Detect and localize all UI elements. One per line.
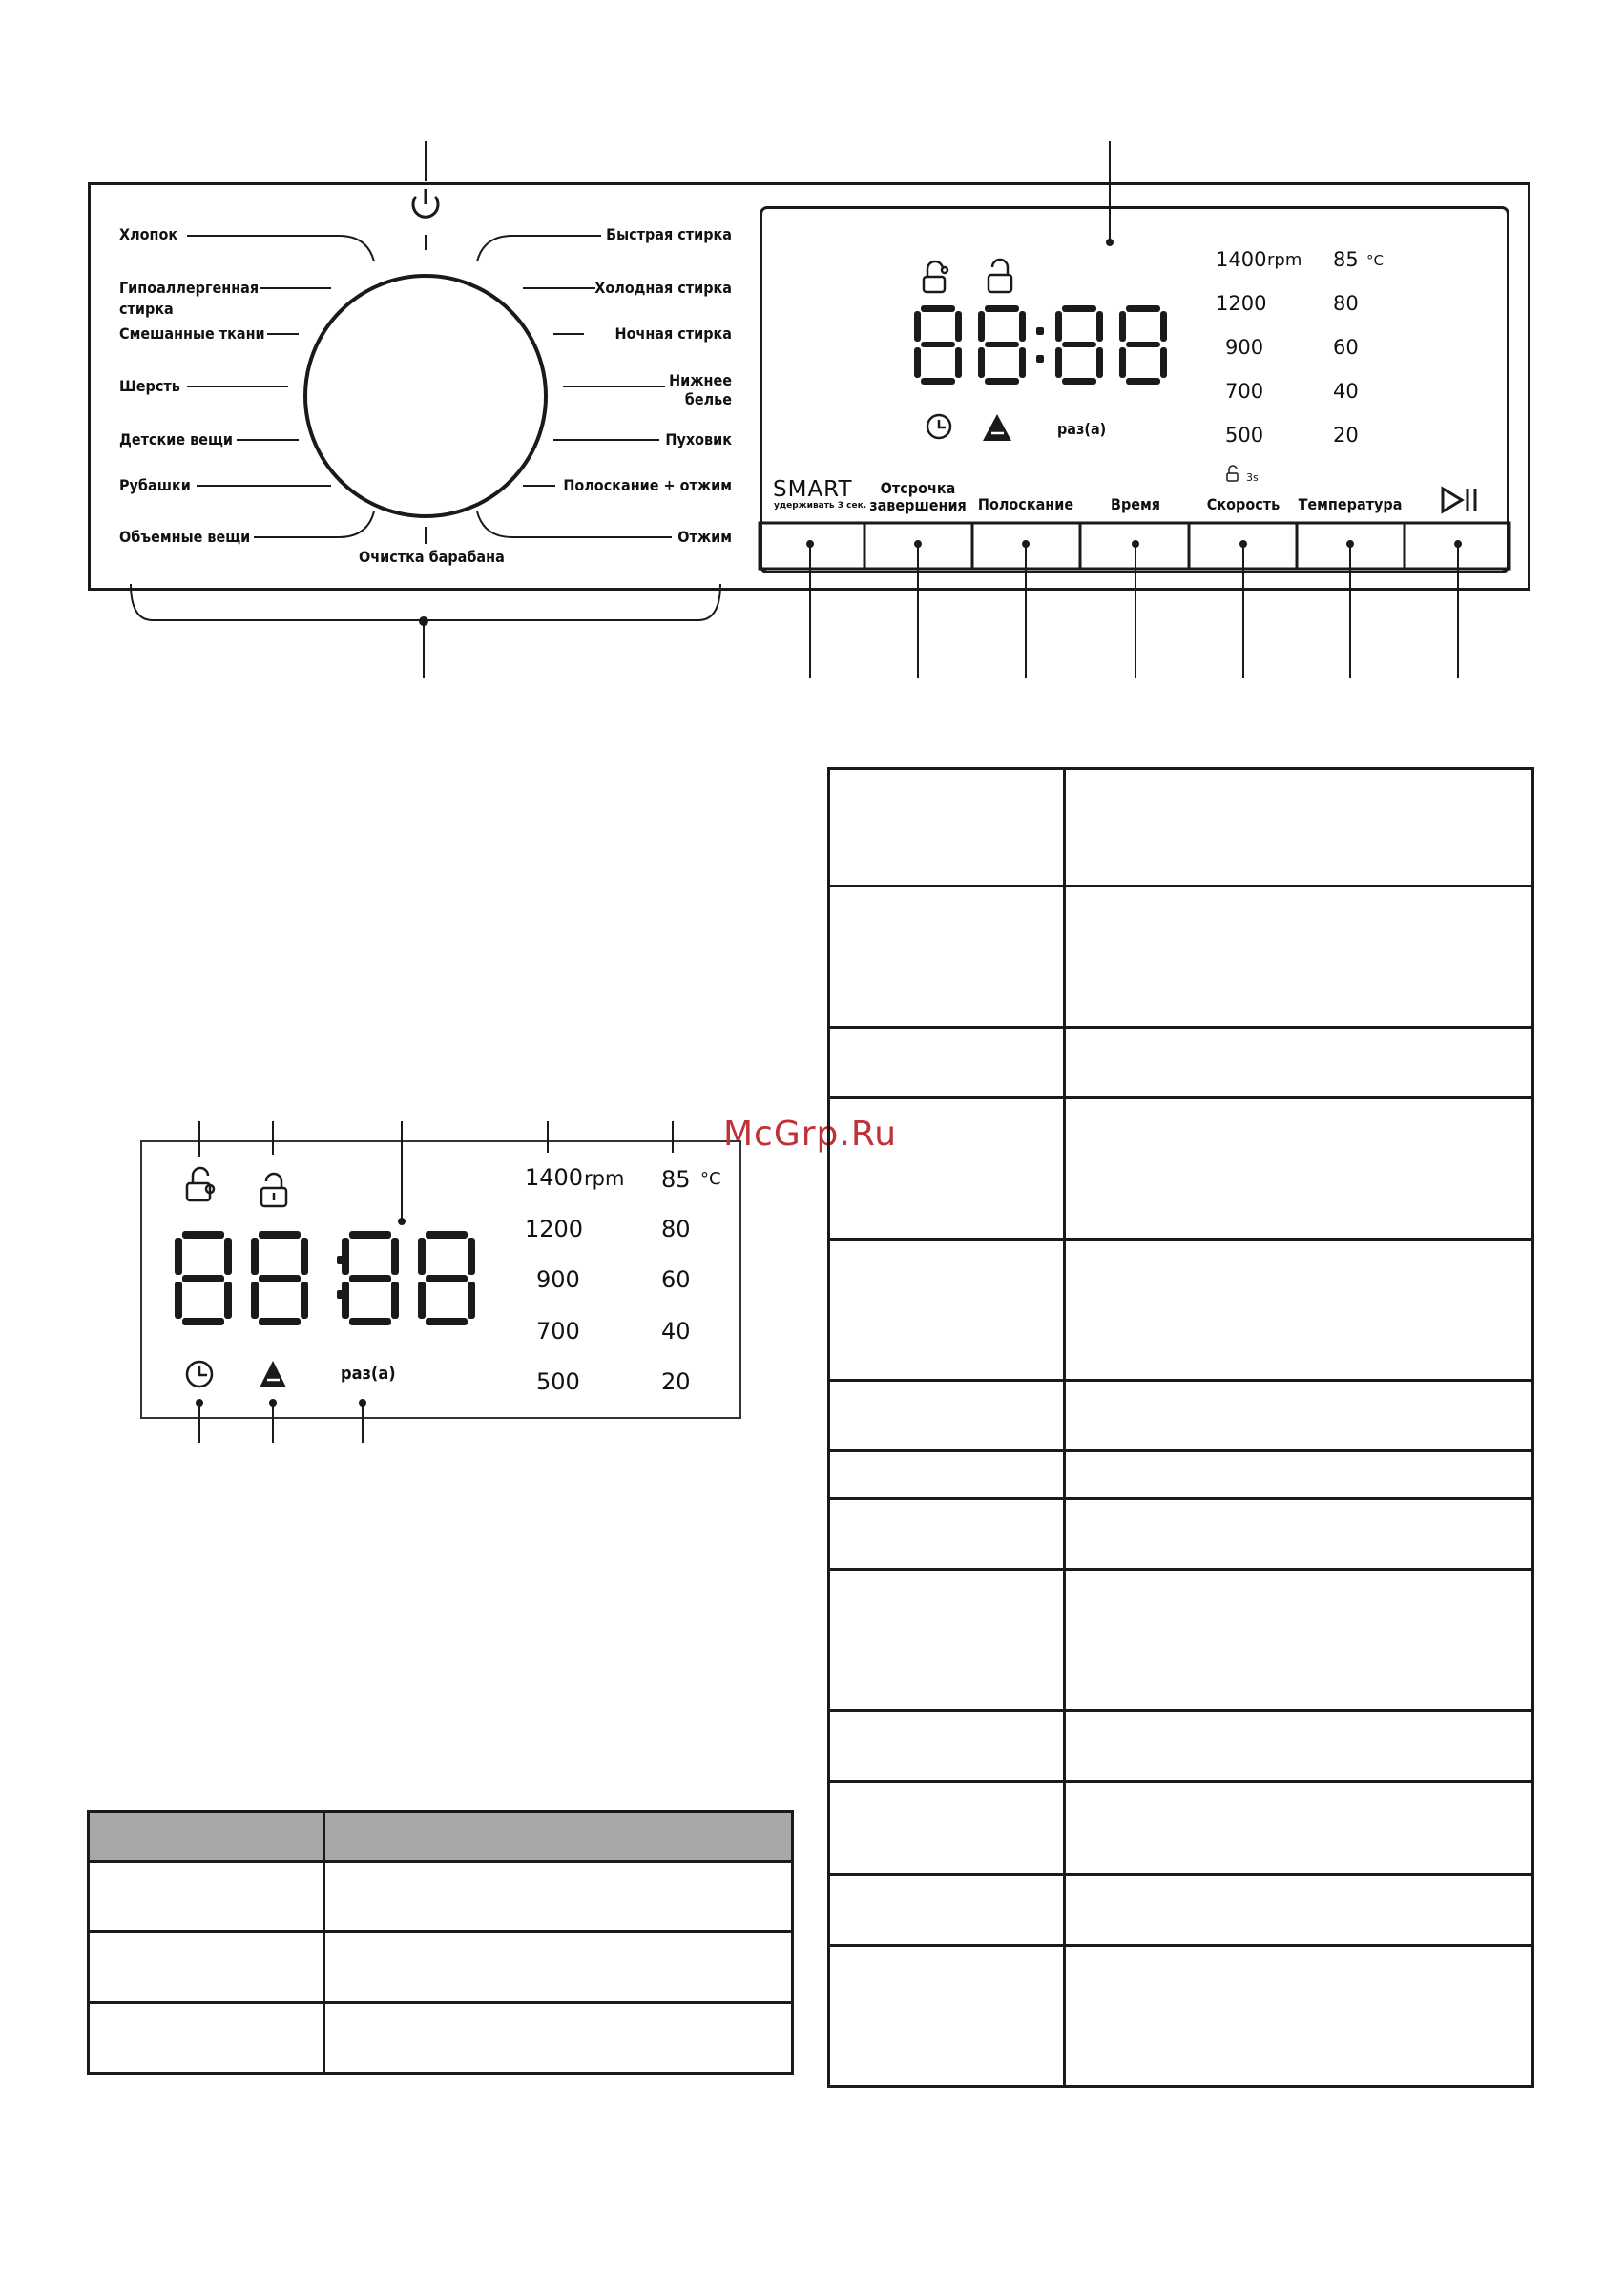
table-cell — [89, 2003, 324, 2074]
program-underwear[interactable]: Нижнее — [669, 371, 732, 389]
speed-label: Скорость — [1206, 495, 1280, 513]
table-cell — [1065, 1946, 1533, 2087]
table-cell — [1065, 1098, 1533, 1240]
speed-900: 900 — [1225, 336, 1264, 359]
program-quick[interactable]: Быстрая стирка — [606, 225, 732, 243]
table-cell — [324, 1862, 793, 1932]
detail-speed-700: 700 — [536, 1318, 580, 1345]
left-table — [87, 1810, 794, 2075]
table-cell — [829, 769, 1065, 886]
right-table — [827, 767, 1534, 2088]
table-cell — [1065, 1028, 1533, 1098]
program-rinse-spin[interactable]: Полоскание + отжим — [563, 476, 732, 494]
table-cell — [1065, 886, 1533, 1028]
temperature-label: Температура — [1298, 495, 1403, 513]
table-cell — [1065, 1782, 1533, 1875]
table-cell — [829, 1946, 1065, 2087]
table-cell — [829, 1098, 1065, 1240]
time-label: Время — [1110, 495, 1161, 513]
detail-speed-1200: 1200 — [525, 1216, 584, 1242]
detail-speed-500: 500 — [536, 1368, 580, 1395]
detail-speed-900: 900 — [536, 1266, 580, 1293]
table-cell — [89, 1862, 324, 1932]
table-header-cell — [89, 1812, 324, 1862]
watermark: McGrp.Ru — [723, 1115, 898, 1154]
table-cell — [829, 1381, 1065, 1451]
program-underwear-line2[interactable]: белье — [684, 390, 732, 408]
temp-60: 60 — [1333, 336, 1359, 359]
speed-unit: rpm — [1267, 250, 1302, 270]
delay-label-line2: завершения — [869, 496, 967, 514]
program-cotton[interactable]: Хлопок — [119, 225, 178, 243]
detail-speed-1400: 1400 — [525, 1164, 584, 1191]
detail-speed-unit: rpm — [584, 1167, 625, 1190]
temp-85: 85 — [1333, 248, 1359, 271]
program-spin[interactable]: Отжим — [677, 528, 732, 546]
smart-hint: удерживать 3 сек. — [774, 501, 867, 511]
detail-times-label: раз(а) — [341, 1364, 396, 1384]
detail-temp-40: 40 — [661, 1318, 691, 1345]
table-cell — [829, 1570, 1065, 1711]
temp-40: 40 — [1333, 380, 1359, 403]
table-cell — [829, 1875, 1065, 1946]
table-cell — [829, 1499, 1065, 1570]
speed-1200: 1200 — [1216, 292, 1267, 315]
detail-temp-unit: °C — [700, 1169, 721, 1189]
detail-temp-85: 85 — [661, 1166, 691, 1193]
table-cell — [829, 1782, 1065, 1875]
program-bulky[interactable]: Объемные вещи — [119, 528, 251, 546]
detail-temp-20: 20 — [661, 1368, 691, 1395]
program-hypoallergenic[interactable]: Гипоаллергенная — [119, 279, 260, 297]
speed-700: 700 — [1225, 380, 1264, 403]
program-wool[interactable]: Шерсть — [119, 377, 180, 395]
table-cell — [324, 2003, 793, 2074]
speed-1400: 1400 — [1216, 248, 1267, 271]
table-cell — [1065, 1875, 1533, 1946]
program-drum-clean[interactable]: Очистка барабана — [359, 548, 505, 566]
table-cell — [829, 1028, 1065, 1098]
table-cell — [324, 1932, 793, 2003]
detail-temp-60: 60 — [661, 1266, 691, 1293]
temp-unit: °C — [1366, 252, 1384, 269]
table-cell — [1065, 1570, 1533, 1711]
table-header-cell — [324, 1812, 793, 1862]
program-shirts[interactable]: Рубашки — [119, 476, 191, 494]
table-cell — [89, 1932, 324, 2003]
table-cell — [1065, 1240, 1533, 1381]
table-cell — [1065, 1711, 1533, 1782]
temp-80: 80 — [1333, 292, 1359, 315]
detail-temp-80: 80 — [661, 1216, 691, 1242]
table-cell — [1065, 1381, 1533, 1451]
table-cell — [829, 1240, 1065, 1381]
program-down-jacket[interactable]: Пуховик — [665, 430, 732, 448]
lock-hint-label: 3s — [1246, 471, 1259, 484]
program-mixed[interactable]: Смешанные ткани — [119, 324, 265, 343]
table-cell — [1065, 1451, 1533, 1499]
times-label: раз(а) — [1057, 420, 1107, 438]
program-night[interactable]: Ночная стирка — [614, 324, 732, 343]
table-cell — [1065, 769, 1533, 886]
temp-20: 20 — [1333, 424, 1359, 447]
table-cell — [829, 1711, 1065, 1782]
rinse-label: Полоскание — [977, 495, 1074, 513]
table-cell — [829, 886, 1065, 1028]
program-hypoallergenic-line2[interactable]: стирка — [119, 300, 174, 318]
table-cell — [1065, 1499, 1533, 1570]
program-baby[interactable]: Детские вещи — [119, 430, 233, 448]
smart-label: SMART — [773, 477, 853, 502]
speed-500: 500 — [1225, 424, 1264, 447]
delay-label-line1: Отсрочка — [880, 479, 956, 497]
program-cold[interactable]: Холодная стирка — [594, 279, 732, 297]
table-cell — [829, 1451, 1065, 1499]
